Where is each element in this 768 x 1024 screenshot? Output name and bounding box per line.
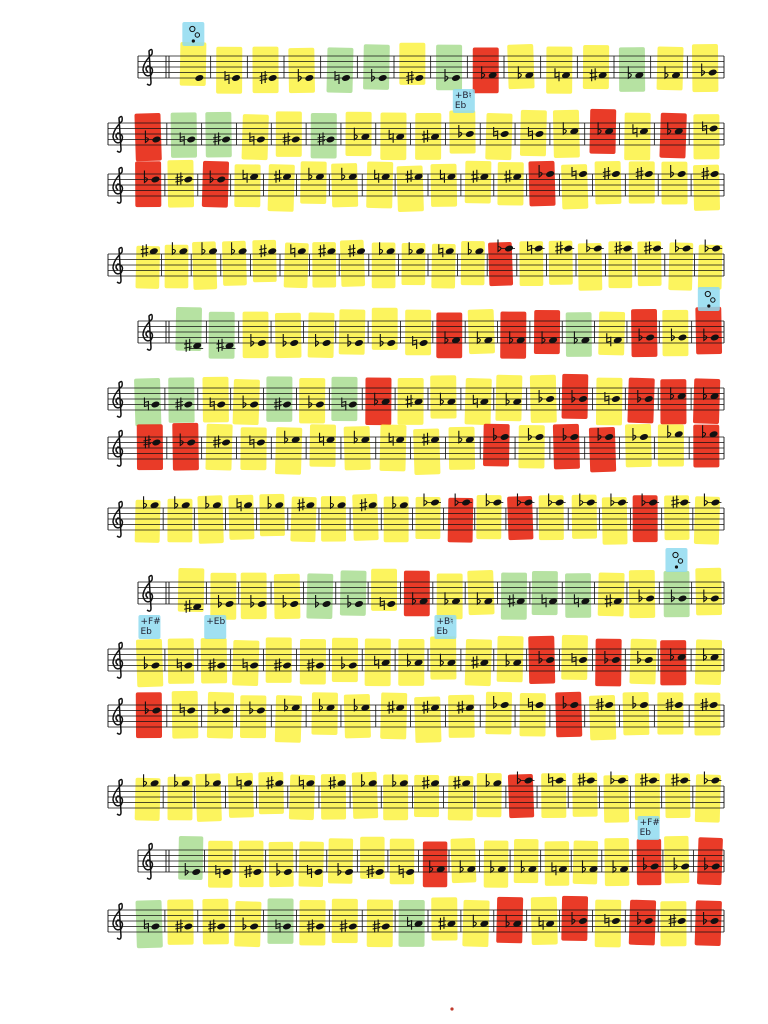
color-band (269, 842, 294, 887)
staff (108, 615, 724, 687)
color-band (172, 423, 199, 471)
annotation (453, 89, 475, 113)
color-band (180, 42, 207, 86)
color-band (326, 47, 353, 93)
staff (108, 160, 724, 212)
color-bands (180, 42, 719, 94)
color-band (658, 424, 684, 466)
color-band (497, 636, 524, 683)
color-band (465, 161, 492, 204)
color-band (241, 573, 267, 620)
color-band (436, 313, 462, 359)
color-band (664, 571, 690, 617)
color-band (240, 695, 266, 738)
fingering-annotation-text: Eb (454, 101, 467, 111)
color-bands (178, 836, 723, 888)
color-band (695, 900, 722, 946)
color-band (476, 773, 501, 817)
color-band (695, 639, 722, 685)
color-band (239, 841, 264, 888)
color-band (202, 899, 229, 945)
color-band (234, 164, 260, 207)
color-band (311, 692, 338, 735)
color-band (660, 640, 686, 685)
color-band (202, 161, 229, 208)
staff (108, 423, 724, 475)
staff (138, 287, 724, 359)
stray-red-dot (450, 1007, 453, 1010)
color-band (623, 692, 650, 735)
color-band (437, 574, 463, 620)
color-band (518, 425, 544, 468)
color-band (693, 378, 720, 424)
color-band (390, 839, 415, 885)
color-band (519, 693, 545, 736)
color-bands (136, 635, 722, 687)
color-band (275, 695, 302, 743)
staff (138, 548, 724, 620)
annotation (434, 615, 456, 639)
color-band (693, 114, 719, 159)
color-band (661, 162, 687, 205)
color-band (546, 47, 572, 94)
color-band (695, 307, 722, 355)
color-band (485, 113, 512, 160)
color-band (268, 164, 295, 212)
color-band (306, 573, 333, 619)
color-band (473, 48, 499, 94)
color-band (619, 47, 645, 92)
color-band (461, 241, 485, 285)
annotation (665, 548, 687, 572)
color-band (274, 574, 301, 619)
fingering-annotation-text: Eb (639, 828, 652, 838)
color-band (240, 427, 266, 470)
annotation (638, 816, 660, 840)
color-band (228, 773, 254, 818)
color-band (495, 375, 522, 422)
color-bands (178, 568, 722, 620)
color-band (216, 47, 242, 94)
color-band (595, 900, 622, 948)
music-systems (108, 22, 724, 948)
color-band (528, 161, 555, 207)
color-band (135, 900, 162, 948)
color-band (660, 379, 686, 424)
color-band (242, 114, 269, 160)
color-band (629, 900, 656, 946)
color-band (694, 693, 720, 736)
color-band (565, 573, 591, 618)
fingering-annotation-text: +Eb (206, 617, 226, 627)
color-band (136, 639, 163, 687)
staff (108, 494, 724, 545)
color-band (664, 836, 689, 884)
fingering-annotation-text: Eb (140, 627, 152, 637)
color-band (299, 841, 324, 887)
staff (108, 240, 724, 291)
color-band (172, 691, 199, 739)
fingering-annotation-text: +B♮ (454, 91, 472, 101)
color-band (468, 309, 495, 354)
staff (108, 896, 724, 948)
color-band (299, 378, 325, 424)
color-band (300, 161, 327, 204)
color-band (404, 571, 430, 617)
color-band (275, 313, 302, 358)
color-band (135, 161, 161, 207)
color-band (450, 838, 476, 883)
color-band (197, 495, 223, 544)
color-band (275, 427, 302, 475)
color-band (545, 841, 570, 886)
color-band (288, 48, 315, 93)
color-band (308, 312, 335, 358)
color-band (657, 692, 683, 734)
color-band (311, 113, 337, 159)
annotation (138, 615, 160, 639)
color-band (631, 309, 657, 357)
staff (108, 691, 724, 743)
fingering-annotation-text: +F# (639, 818, 660, 828)
color-bands (135, 160, 720, 212)
color-band (637, 839, 662, 885)
color-band (136, 692, 162, 738)
color-bands (135, 896, 721, 948)
color-band (207, 692, 234, 739)
color-band (629, 639, 656, 685)
color-band (598, 311, 625, 355)
color-band (202, 377, 229, 423)
color-band (208, 841, 233, 888)
color-band (178, 836, 203, 880)
color-band (171, 112, 197, 157)
color-band (436, 45, 462, 91)
color-band (693, 425, 719, 468)
color-band (397, 165, 424, 212)
color-band (595, 639, 622, 687)
color-band (467, 570, 494, 615)
color-band (252, 47, 278, 94)
staff (108, 89, 724, 161)
color-band (603, 775, 629, 823)
color-band (430, 375, 456, 418)
color-band (566, 312, 592, 357)
color-band (168, 638, 194, 683)
fingering-annotation-text: +B♮ (436, 617, 454, 627)
color-band (309, 424, 336, 467)
color-band (698, 245, 723, 290)
color-band (423, 842, 448, 888)
color-band (413, 428, 440, 475)
color-band (662, 310, 688, 356)
color-band (589, 427, 616, 472)
color-band (430, 636, 456, 679)
color-band (485, 692, 512, 735)
staff (108, 772, 724, 823)
annotation (698, 287, 720, 311)
color-band (405, 310, 431, 356)
staff (138, 22, 724, 94)
color-band (448, 498, 474, 543)
color-band (598, 572, 625, 616)
staff (138, 816, 724, 888)
color-band (657, 46, 684, 90)
color-band (483, 424, 510, 467)
color-band (625, 424, 652, 467)
staff (108, 374, 724, 426)
color-band (209, 312, 235, 359)
color-band (168, 377, 194, 422)
annotation (182, 22, 204, 46)
color-band (228, 495, 254, 540)
color-band (496, 897, 523, 944)
color-band (497, 162, 523, 205)
color-band (243, 312, 269, 359)
color-band (234, 901, 261, 947)
color-band (553, 424, 580, 470)
color-band (555, 692, 582, 738)
color-band (573, 840, 598, 884)
color-band (340, 240, 365, 287)
color-band (695, 568, 722, 616)
fingering-annotation-text: Eb (436, 627, 448, 637)
color-band (660, 901, 686, 946)
color-band (137, 424, 163, 470)
fingering-annotation-text: +F# (140, 617, 161, 627)
annotation (204, 615, 226, 639)
color-band (501, 573, 527, 620)
color-bands (134, 374, 720, 426)
color-bands (175, 307, 722, 359)
color-band (629, 570, 655, 618)
color-band (500, 312, 526, 359)
color-band (604, 838, 629, 886)
color-band (692, 44, 719, 92)
color-band (659, 113, 686, 159)
color-band (352, 772, 379, 819)
color-band (222, 241, 247, 286)
color-band (210, 573, 236, 620)
color-band (507, 44, 534, 89)
color-bands (137, 423, 720, 475)
color-band (484, 841, 509, 888)
